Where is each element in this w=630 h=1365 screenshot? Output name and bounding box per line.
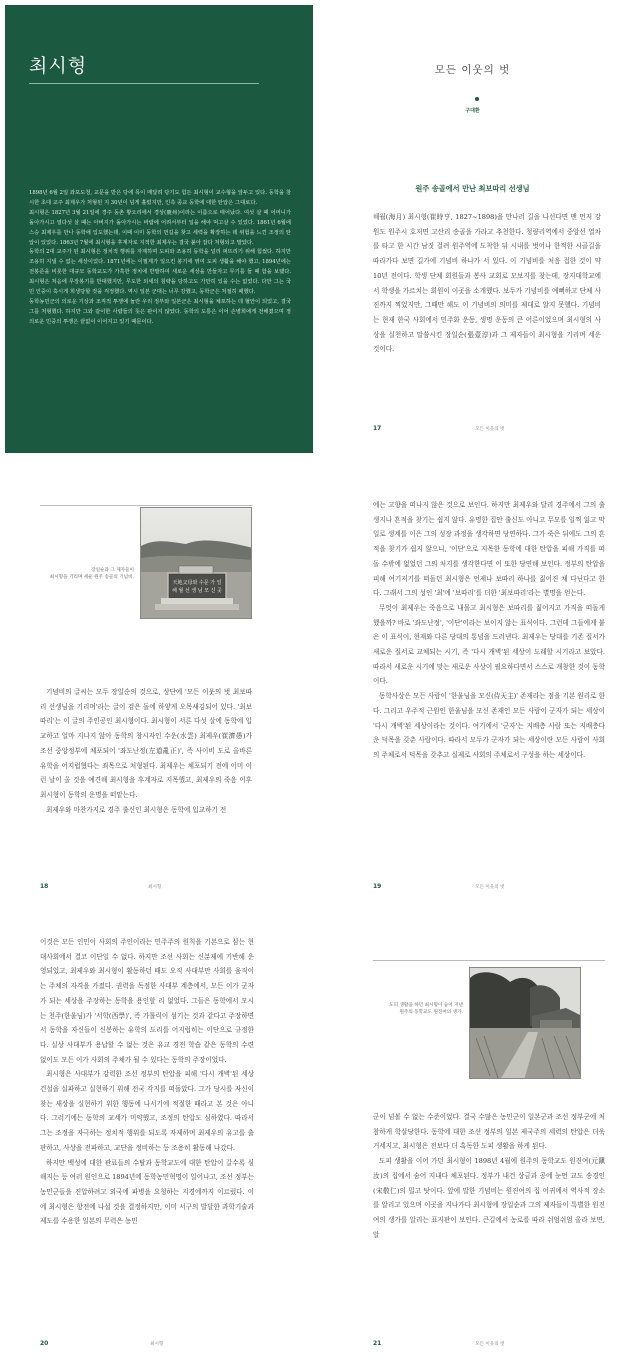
body-text: [373, 210, 601, 357]
chapter-cover: [5, 5, 313, 453]
running-title: 최시형: [150, 1342, 164, 1347]
running-title: 모든 이웃의 벗: [475, 1342, 505, 1347]
body-paragraph: 최시형은 사대부가 강력한 조선 정부의 탄압을 피해 '다시 개벽'된 세상 건설을 실파하고 실현하기 위해 전국 각지를 떠돌았다. 그가 당시를 자신이 찾는 새상을 실현하기 위한 행동에 나서기에 적절한 때라고 본 것은 아니다. 그러기에는 동학의 교세가 미약했고, 조정의 탄압도 심하였다. 따라서 그는 조정을 자극하는 정치적 행위를 되도록 자제하며 최제우의 유고를 출판하고, 사상을 전파하고, 교단을 정비하는 등 조용히 활동해 나갔다.: [40, 1070, 254, 1152]
cover-paragraph: 최시형은 1827년 3월 21일에 경주 동촌 황오리에서 경상(慶州)이라는 이름으로 태어났다. 여섯 살 때 어머니가 돌아가시고 열다섯 살 때는 아버지가 돌아가시는 바람에 어려서부터 일을 해야 먹고살 수 있었다. 1861년 6월에 스승 최제우를 만나 동학에 입도했는데, 이때 이미 동학의 먼길을 찾고 세력을 확장하는 데 위험을 느낀 조정의 탄압이 있었다. 1863년 7월에 최시형을 후계자로 지적한 최제우는 결국 붙아 잡다 처형되고 말았다.: [29, 209, 291, 246]
body-paragraph: 동학사상은 모든 사람이 '한울님을 모신(侍天主)' 존재라는 점을 기본 원리로 한다. 그리고 우주적 근원인 한울님을 모신 존재인 모든 사람이 군자가 되는 세상이 '다시 개벽'된 세상이라는 것이다. 여기에서 '군자'는 지배층 사람 또는 지배층다운 덕목을 갖춘 사람이다. 따라서 모두가 군자가 되는 세상이란 모든 사람이 사회의 주체로서 덕목을 갖추고 실제로 사회의 주체로서 구성을 하는 세상이다.: [373, 692, 605, 759]
body-text: [373, 498, 605, 763]
house-photo-image: [470, 968, 581, 1079]
caption-line: 도피 생활을 하던 최시형이 숨어 지낸: [389, 1003, 463, 1008]
photo-caption: [28, 567, 134, 582]
section-dot: [475, 97, 479, 101]
body-paragraph: 도피 생활을 이어 가던 최시형이 1898년 4월에 원주의 동학교도 원진여(元鎭汝)의 집에서 숨어 지내다 체포된다. 정부가 내건 상금과 공에 눈먼 교도 송경인(宋敬仁)의 밀고 탓이다. 앞에 말한 기념비는 원진여의 집 어귀에서 역사적 장소를 알리고 있으며 이곳을 지나가다 최시형에 장일순과 그의 제자들이 특별한 원진여의 생가를 알리는 표지판이 보인다. 큰길에서 농로를 따라 쉬엄쉬엄 올라 보면, 알: [373, 1157, 605, 1239]
body-text: [40, 685, 252, 817]
cover-body: [29, 189, 291, 328]
caption-rule: [40, 505, 252, 506]
cover-paragraph: 1898년 6월 2일 좌포도청, 교문을 받은 당에 목이 매달려 당기도 힘든 최시형이 교수형을 앞두고 있다. 동학을 창시한 초대 교주 최제우가 처형된 지 30년이 넘게 흘렀지만, 인측 종교 동학에 대한 탄압은 그대로다.: [29, 190, 291, 206]
page-21: [315, 910, 630, 1365]
monument-inscription: 天地父母와 수문 가 일: [172, 580, 222, 586]
body-paragraph: 이것은 모든 인민이 사회의 주인이라는 민주주의 원칙을 기본으로 삼는 현대사회에서 결코 이단일 수 없다. 하지만 조선 사회는 신분제에 기반해 운영되었고, 최제우와 최시형이 활동하던 때도 오직 사대부만 사회를 움직이는 주체의 자격을 가졌다. 권력을 독점한 사대부 계층에서, 모든 이가 군자가 되는 세상을 주장하는 동학을 용인할 리 없었다. 그들은 동학에서 모시는 천주(한울님)가 '서학(西學)', 즉 가톨릭이 섬기는 것과 같다고 주장하면서 동학을 자신들이 신봉하는 유학의 도리를 어지럽히는 이단으로 규정한다. 실상 사대부가 용납할 수 없는 것은 유교 경전 학습 같은 동학의 수련 없이도 모든 이가 사회의 주체가 될 수 있다는 동학의 주장이었다.: [40, 938, 254, 1064]
running-title: 모든 이웃의 벗: [475, 885, 505, 890]
body-paragraph: 하지만 백성에 대한 관료들의 수탈과 동학교도에 대한 탄압이 갈수록 심해지는 등 여러 원인으로 1894년에 동학농민혁명이 일어나고, 조선 정부는 농민군들을 진압하려고 외국에 파병을 요청하는 지경에까지 이르렀다. 이에 최시형은 항전에 나설 것을 결정하지만, 이미 서구의 발달한 과학기술과 제도를 수용한 일본의 무력은 농민: [40, 1158, 254, 1226]
caption-line: 장일순과 그 제자들이: [91, 568, 134, 573]
page-number: 17: [373, 425, 382, 432]
body-text: [40, 935, 254, 1229]
body-paragraph: 기념비의 글씨는 모두 장일순의 것으로, 상단에 '모든 이웃의 벗 최보따리 선생님을 기리며'라는 글이 검은 돌에 하얗게 오목새김되어 있다. '최보따리'는 이 글의 주인공인 최시형이다. 최시형이 서른 다섯 살에 동학에 입교하고 얼마 지나지 않아 동학의 창시자인 수운(水雲) 최제우(崔濟愚)가 조선 중앙정부에 체포되어 '좌도난정(左道亂正)', 즉 사이비 도로 올바른 유학을 어지럽혔다는 죄목으로 처형된다. 최제우는 체포되기 전에 이미 이런 날이 올 것을 예견해 최시형을 후계자로 지목했고, 최제우의 죽음 이후 최시형이 동학의 운명을 떠맡는다.: [40, 688, 252, 799]
running-title: 모든 이웃의 벗: [475, 427, 505, 432]
caption-line: 최시형을 기리며 세운 원주 송골의 기념비.: [49, 575, 134, 581]
monument-photo-image: [141, 508, 252, 619]
page-17: [315, 0, 630, 455]
body-paragraph: 에는 고향을 떠나지 않은 것으로 보인다. 하지만 최제우와 달리 경주에서 그의 출생지나 흔적을 찾기는 쉽지 않다. 유명한 집안 출신도 아니고 무모를 일찍 잃고 막일로 생계를 이은 그의 성장 과정을 생각하면 당연하다. 그가 죽은 뒤에도 그의 흔적을 찾기가 쉽지 않으니, '이단'으로 지목한 동학에 대한 탄압을 피해 가직를 떠돌 수밖에 없었던 그의 처지를 생각한다면 이 또한 당연해 보인다. 정부의 탄압을 피해 여기저기를 떠돌던 최시형은 언제나 보따리 하나를 짊어진 채 다닌다고 한다. 그래서 그의 성인 '최'에 '보따리'를 더한 '최보따리'라는 별명을 얻는다.: [373, 501, 605, 598]
page-20: [0, 910, 315, 1365]
caption-rule: [373, 960, 605, 961]
page-19: [315, 455, 630, 910]
house-photo: [469, 967, 581, 1079]
page-16: [0, 0, 315, 455]
cover-paragraph: 동학의 2대 교주가 된 최시형은 정치적 행위를 자제하며 도피와 조용히 동학을 널리 퍼뜨리기 위해 힘썼다. 하지만 조용히 지낼 수 없는 세상이었다. 1871년에는 이필제가 일으킨 봉기에 엮여 도피 생활을 해야 했고, 1894년에는 전봉준을 비롯한 대규모 동학교도가 가혹한 정치에 반발하여 새로운 세상을 만들자고 무기를 들 때 함을 보탰다. 최시형은 처음에 무장봉기를 반대했지만, 무도한 외세의 침략을 당하고도 가만히 있을 수는 없었다. 다만 그는 국민 인중이 혹시게 희생당할 것을 걱정했다. 역시 일본 군대는 너무 강했고, 동학군은 처절히 패했다.: [29, 249, 291, 296]
body-paragraph: 최제우와 마찬가지로 경주 출신인 최시형은 동학에 입교하기 전: [46, 805, 227, 814]
monument-inscription: 해 월 선 생 님 모 신 곳: [172, 588, 222, 594]
page-number: 21: [373, 1340, 382, 1347]
body-paragraph: 군이 넘볼 수 없는 수준이었다. 결국 수많은 농민군이 일본군과 조선 정부군에 처참하게 학살당한다. 동학에 대한 조선 정부의 일본 제국주의 세력의 탄압은 더욱 거세지고, 최시형은 전보다 더 혹독한 도피 생활을 하게 된다.: [373, 1113, 605, 1151]
section-title: 모든 이웃의 벗: [434, 64, 511, 76]
page-number: 18: [40, 883, 49, 890]
body-text: [373, 1110, 605, 1242]
title-rule: [29, 83, 259, 84]
caption-line: 원주의 동학교도 원진여의 생가.: [399, 1010, 463, 1016]
body-paragraph: 무엇이 최제우는 죽음으로 내몰고 최시형은 보따리를 짊어지고 가직을 떠돌게 했을까? 바로 '좌도난정', '이단'이라는 보이지 않는 표식이다. 그런데 그들에게 붙은 이 표식이, 현재와 다른 당대의 통념을 드러낸다. 최제우는 당대를 기존 질서가 새로운 질서로 교체되는 시기, 즉 '다시 개벽'된 세상이 도래할 시기라고 보았다. 따라서 새로운 시기에 맞는 새로운 사상이 필요하다면서 스스로 개창한 것이 동학이다.: [373, 603, 605, 686]
page-number: 20: [40, 1340, 49, 1347]
page-18: [0, 455, 315, 910]
chapter-title: 최시형: [29, 55, 88, 77]
page-number: 19: [373, 883, 382, 890]
section-author: 구대환: [465, 108, 480, 114]
photo-caption: [373, 1002, 463, 1017]
cover-paragraph: 동학농민군의 의로운 기상과 조직적 투쟁에 놀란 우리 정부와 일본군은 최시형을 체포하는 데 혈안이 되었고, 결국 그를 처형했다. 하지만 그와 같이한 사람들의 뜻은 판이지 않았다. 동학의 도통은 이어 손병희에게 전해졌으며 정의로운 민중의 투쟁은 끝없이 이어지고 있기 때문이다.: [29, 298, 291, 325]
running-title: 최시형: [148, 885, 162, 890]
monument-photo: [140, 507, 252, 619]
section-subtitle: 원주 송골에서 만난 최보따리 선생님: [415, 184, 530, 193]
body-paragraph: 해월(海月) 최시형(崔時亨, 1827~1898)을 만나러 길을 나선다면 맨 먼저 강원도 원주시 호저면 고산리 송골을 가라고 추천한다. 청량리역에서 중앙선 열차를 타고 한 시간 남짓 걸려 원주역에 도착한 뒤 시내를 벗어나 한적한 시골길을 따라가다 보면 길가에 기념비 하나가 서 있다. 이 기념비를 처음 접한 것이 약 10년 전이다. 학생 단체 회원들과 봉사 교회로 모보지를 찾는데, 장지대학교에서 학생을 가르치는 회원이 이곳을 소개했다. 보두가 기념비를 예뻐하고 단체 사진까지 찍었지만, 그때만 해도 이 기념비의 의미를 제대로 알지 못했다. 기념비는 현재 한국 사회에서 민주화 운동, 생명 운동의 큰 어른이었으며 최시형의 사상을 실천하고 말씀시킨 장일순(張壹淳)과 그 제자들이 최시형을 기리며 세운 것이다.: [373, 213, 601, 354]
